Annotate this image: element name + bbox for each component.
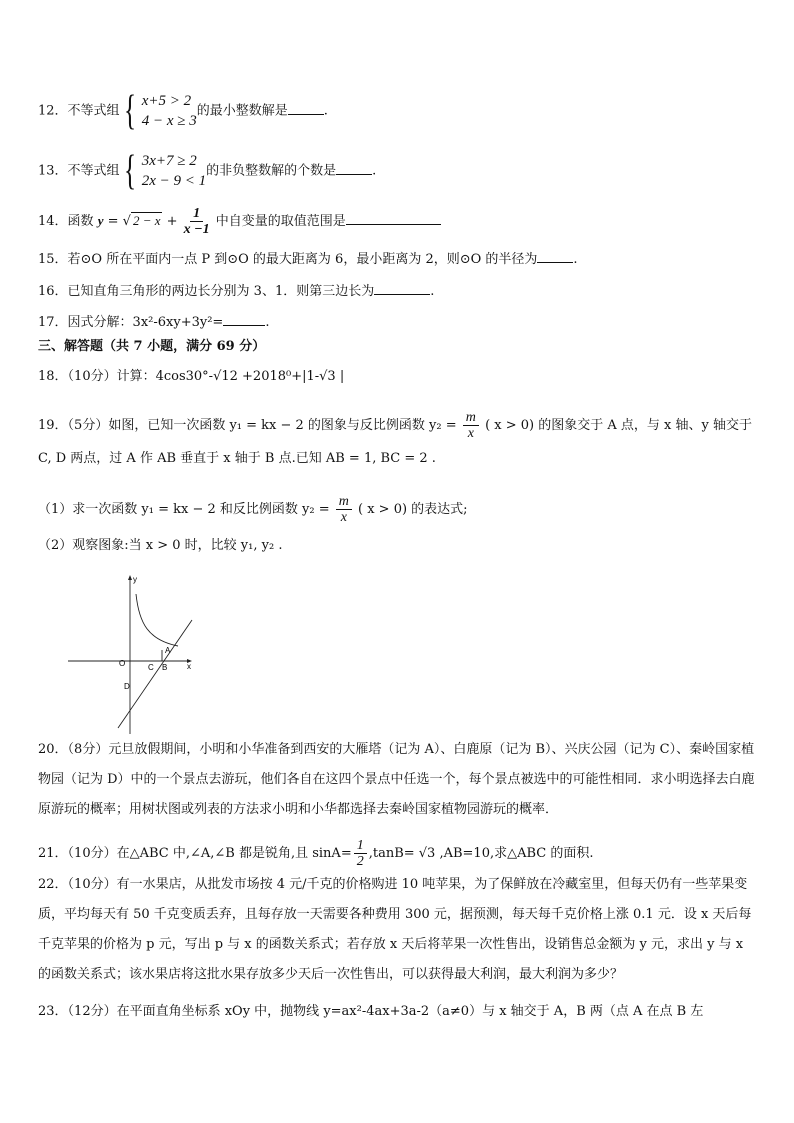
function-graph xyxy=(66,568,198,736)
q16-end: . xyxy=(430,284,435,299)
label-c: C xyxy=(148,663,154,672)
question-19-line1 xyxy=(38,410,752,441)
label-b: B xyxy=(162,663,168,672)
question-14: 14．函数 y = √ 2 − x + $\frac{1}{x -1}$ 中自变量的取值范围是 xyxy=(38,206,441,237)
label-x: x xyxy=(187,662,191,671)
q19-sub1-b: ( x > 0) 的表达式; xyxy=(358,502,468,517)
q21-text-a: 21．（10分）在△ABC 中,∠A,∠B 都是锐角,且 sinA= xyxy=(38,846,352,861)
question-15 xyxy=(38,250,578,269)
q13-system xyxy=(120,150,207,192)
question-19-sub1 xyxy=(38,494,468,525)
answer-blank xyxy=(223,313,265,326)
question-21 xyxy=(38,838,594,869)
q15-end: . xyxy=(573,252,578,267)
q21-text-b: ,tanB= √3 ,AB=10,求△ABC 的面积. xyxy=(368,846,594,861)
q21-fraction xyxy=(354,838,367,869)
q21-frac-den: 2 xyxy=(356,854,364,869)
q14-suffix: 中自变量的取值范围是 xyxy=(215,214,346,229)
q14-y: y xyxy=(97,213,104,228)
question-22: 22．（10分）有一水果店，从批发市场按 4 元/千克的价格购进 10 吨苹果，为了保鲜放在冷藏室里，但每天仍有一些苹果变质，平均每天有 50 千克变质丢弃，且每存放一天需要各种费用 300 元，据预测，每天每千克价格上涨 0.1 元．设 x 天后每千克苹果的价格为 p 元，写出 p 与 x 的函数关系式；若存放 x 天后将苹果一次性售出，设销售总金额为 y 元，求出 y 与 x 的函数关系式；该水果店将这批水果存放多少天后一次性售出，可以获得最大利润，最大利润为多少？ xyxy=(38,877,752,982)
q14-prefix: 14．函数 xyxy=(38,214,94,229)
y-axis-arrow-icon xyxy=(128,575,132,580)
q14-eq: = xyxy=(107,214,119,229)
label-a: A xyxy=(165,646,171,655)
section-heading: 三、解答题（共 7 小题，满分 69 分） xyxy=(38,339,266,354)
q19-sub1-fraction xyxy=(336,494,352,525)
label-d: D xyxy=(124,682,130,691)
brace-icon: { xyxy=(123,148,136,194)
q17-text: 17．因式分解：3x²-6xy+3y²= xyxy=(38,315,224,330)
q21-frac-num: 1 xyxy=(354,838,367,854)
question-20: 20．（8分）元旦放假期间，小明和小华准备到西安的大雁塔（记为 A）、白鹿原（记为 B）、兴庆公园（记为 C）、秦岭国家植物园（记为 D）中的一个景点去游玩，他们各自在这四个景点中任选一个，每个景点被选中的可能性相同．求小明选择去白鹿原游玩的概率；用树状图或列表的方法求小明和小华都选择去秦岭国家植物园游玩的概率． xyxy=(38,742,755,817)
question-12 xyxy=(38,90,328,132)
q12-end: . xyxy=(323,103,328,119)
answer-blank xyxy=(374,282,430,295)
question-19-sub2: （2）观察图象:当 x > 0 时，比较 y₁, y₂ . xyxy=(38,538,283,553)
q17-end: . xyxy=(265,315,270,330)
q19-sub1-frac-den: x xyxy=(340,510,347,525)
question-23: 23．（12分）在平面直角坐标系 xOy 中，抛物线 y=ax²-4ax+3a-2（a≠0）与 x 轴交于 A，B 两（点 A 在点 B 左 xyxy=(38,1004,704,1019)
q19-text-a: 19．（5分）如图，已知一次函数 y₁ = kx − 2 的图象与反比例函数 y₂ = xyxy=(38,418,457,433)
q13-ineq-2: 2x − 9 < 1 xyxy=(141,173,207,189)
label-o: O xyxy=(119,659,126,668)
q14-frac-num: 1 xyxy=(190,206,203,222)
q13-suffix: 的非负整数解的个数是 xyxy=(206,163,337,179)
q13-end: . xyxy=(372,163,377,179)
q19-sub1-a: （1）求一次函数 y₁ = kx − 2 和反比例函数 y₂ = xyxy=(38,502,330,517)
question-17 xyxy=(38,313,269,332)
q13-ineq-1: 3x+7 ≥ 2 xyxy=(141,153,197,169)
q16-text: 16．已知直角三角形的两边长分别为 3、1．则第三边长为 xyxy=(38,284,375,299)
answer-blank xyxy=(288,102,324,115)
answer-blank xyxy=(346,212,441,225)
q19-frac-num: m xyxy=(463,410,479,426)
q12-prefix: 12．不等式组 xyxy=(38,103,120,119)
answer-blank xyxy=(537,250,573,263)
q12-ineq-2: 4 − x ≥ 3 xyxy=(141,113,197,129)
q19-text-b: ( x > 0) 的图象交于 A 点，与 x 轴、y 轴交于 xyxy=(485,418,752,433)
label-y: y xyxy=(133,575,137,584)
q12-suffix: 的最小整数解是 xyxy=(196,103,288,119)
q19-sub1-frac-num: m xyxy=(336,494,352,510)
q13-prefix: 13．不等式组 xyxy=(38,163,120,179)
brace-icon: { xyxy=(123,88,136,134)
hyperbola-curve xyxy=(136,594,178,646)
question-19-line2: C, D 两点，过 A 作 AB 垂直于 x 轴于 B 点.已知 AB = 1, BC = 2 . xyxy=(38,451,436,466)
q14-fraction xyxy=(184,206,210,237)
question-16 xyxy=(38,282,434,301)
question-18: 18．（10分）计算：4cos30°-√12 +2018⁰+|1-√3 | xyxy=(38,369,345,384)
q12-ineq-1: x+5 > 2 xyxy=(141,93,192,109)
q19-fraction xyxy=(463,410,479,441)
q12-system xyxy=(120,90,197,132)
q14-sqrt: 2 − x xyxy=(132,213,161,228)
answer-blank xyxy=(336,162,372,175)
q14-plus: + xyxy=(166,214,178,229)
q15-text: 15．若⊙O 所在平面内一点 P 到⊙O 的最大距离为 6，最小距离为 2，则⊙O 的半径为 xyxy=(38,252,538,267)
question-13 xyxy=(38,150,376,192)
q14-frac-den: x −1 xyxy=(183,222,210,237)
q19-frac-den: x xyxy=(467,426,474,441)
